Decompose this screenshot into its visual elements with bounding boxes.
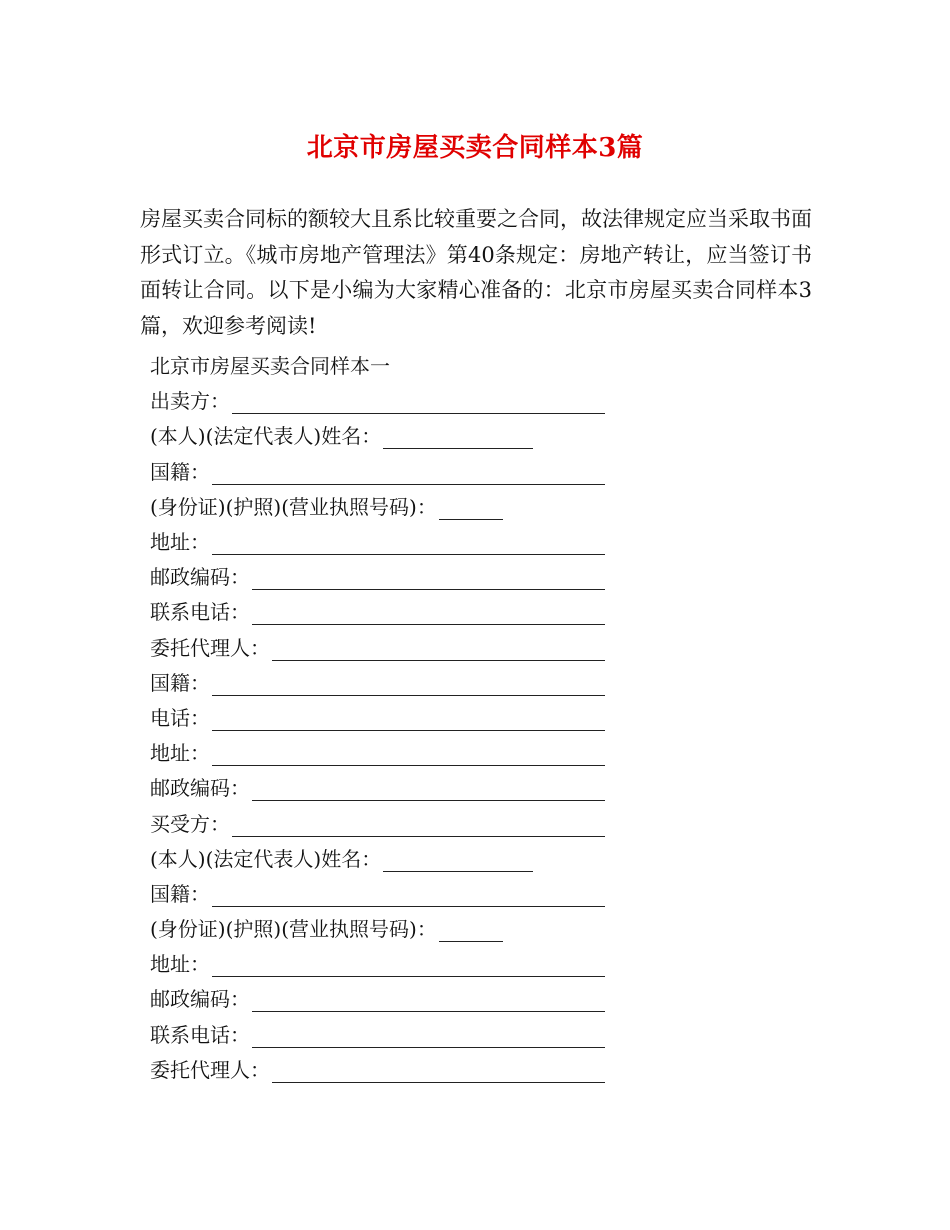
form-field-blank[interactable] (212, 462, 605, 485)
form-field-blank[interactable] (272, 638, 605, 661)
form-field-label: (身份证)(护照)(营业执照号码)： (150, 494, 437, 519)
document-title: 北京市房屋买卖合同样本3篇 (306, 133, 644, 163)
form-field-blank[interactable] (212, 532, 605, 555)
form-field-blank[interactable] (212, 708, 605, 731)
form-field-row (150, 382, 620, 417)
form-field-row (150, 453, 620, 488)
form-field-label: 邮政编码： (150, 776, 250, 801)
form-field-blank[interactable] (252, 778, 605, 801)
form-field-blank[interactable] (252, 602, 605, 625)
form-field-blank[interactable] (212, 954, 605, 977)
form-field-blank[interactable] (252, 989, 605, 1012)
form-field-row (150, 1051, 620, 1086)
form-field-label: 电话： (150, 705, 210, 730)
form-field-label: (身份证)(护照)(营业执照号码)： (150, 917, 437, 942)
form-field-label: 委托代理人： (150, 635, 270, 660)
form-field-row (150, 664, 620, 699)
form-field-blank[interactable] (252, 567, 605, 590)
form-field-label: 国籍： (150, 670, 210, 695)
form-field-blank[interactable] (232, 814, 605, 837)
form-field-blank[interactable] (232, 391, 605, 414)
form-field-label: 邮政编码： (150, 565, 250, 590)
form-field-label: 国籍： (150, 459, 210, 484)
form-field-label: 地址： (150, 952, 210, 977)
form-field-blank[interactable] (383, 426, 533, 449)
form-field-row (150, 558, 620, 593)
section-heading (150, 347, 620, 382)
section-heading-text: 北京市房屋买卖合同样本一 (150, 354, 390, 379)
form-field-row (150, 875, 620, 910)
contract-form (150, 347, 620, 1086)
form-field-blank[interactable] (212, 884, 605, 907)
form-field-row (150, 945, 620, 980)
form-field-row (150, 523, 620, 558)
form-field-row (150, 980, 620, 1015)
form-field-label: 出卖方： (150, 389, 230, 414)
form-field-label: (本人)(法定代表人)姓名： (150, 846, 382, 871)
form-field-label: 联系电话： (150, 1022, 250, 1047)
form-field-row (150, 734, 620, 769)
form-field-row (150, 593, 620, 628)
form-field-row (150, 699, 620, 734)
form-field-blank[interactable] (212, 673, 605, 696)
form-field-label: 地址： (150, 741, 210, 766)
form-field-label: 联系电话： (150, 600, 250, 625)
form-field-label: 委托代理人： (150, 1057, 270, 1082)
form-field-blank[interactable] (272, 1060, 605, 1083)
form-field-row (150, 488, 620, 523)
form-field-label: 邮政编码： (150, 987, 250, 1012)
form-field-blank[interactable] (252, 1025, 605, 1048)
form-field-row (150, 629, 620, 664)
form-field-blank[interactable] (212, 743, 605, 766)
form-field-row (150, 417, 620, 452)
intro-paragraph: 房屋买卖合同标的额较大且系比较重要之合同，故法律规定应当采取书面形式订立。《城市房地产管理法》第40条规定：房地产转让，应当签订书面转让合同。以下是小编为大家精心准备的：北京市房屋买卖合同样本3篇，欢迎参考阅读! (140, 207, 812, 338)
form-field-row (150, 1016, 620, 1051)
form-field-row (150, 910, 620, 945)
form-field-blank[interactable] (439, 497, 503, 520)
form-field-row (150, 769, 620, 804)
form-field-label: 地址： (150, 530, 210, 555)
form-field-row (150, 840, 620, 875)
form-field-label: (本人)(法定代表人)姓名： (150, 424, 382, 449)
form-field-blank[interactable] (383, 849, 533, 872)
form-field-row (150, 804, 620, 839)
form-field-label: 国籍： (150, 881, 210, 906)
form-field-label: 买受方： (150, 811, 230, 836)
form-field-blank[interactable] (439, 919, 503, 942)
